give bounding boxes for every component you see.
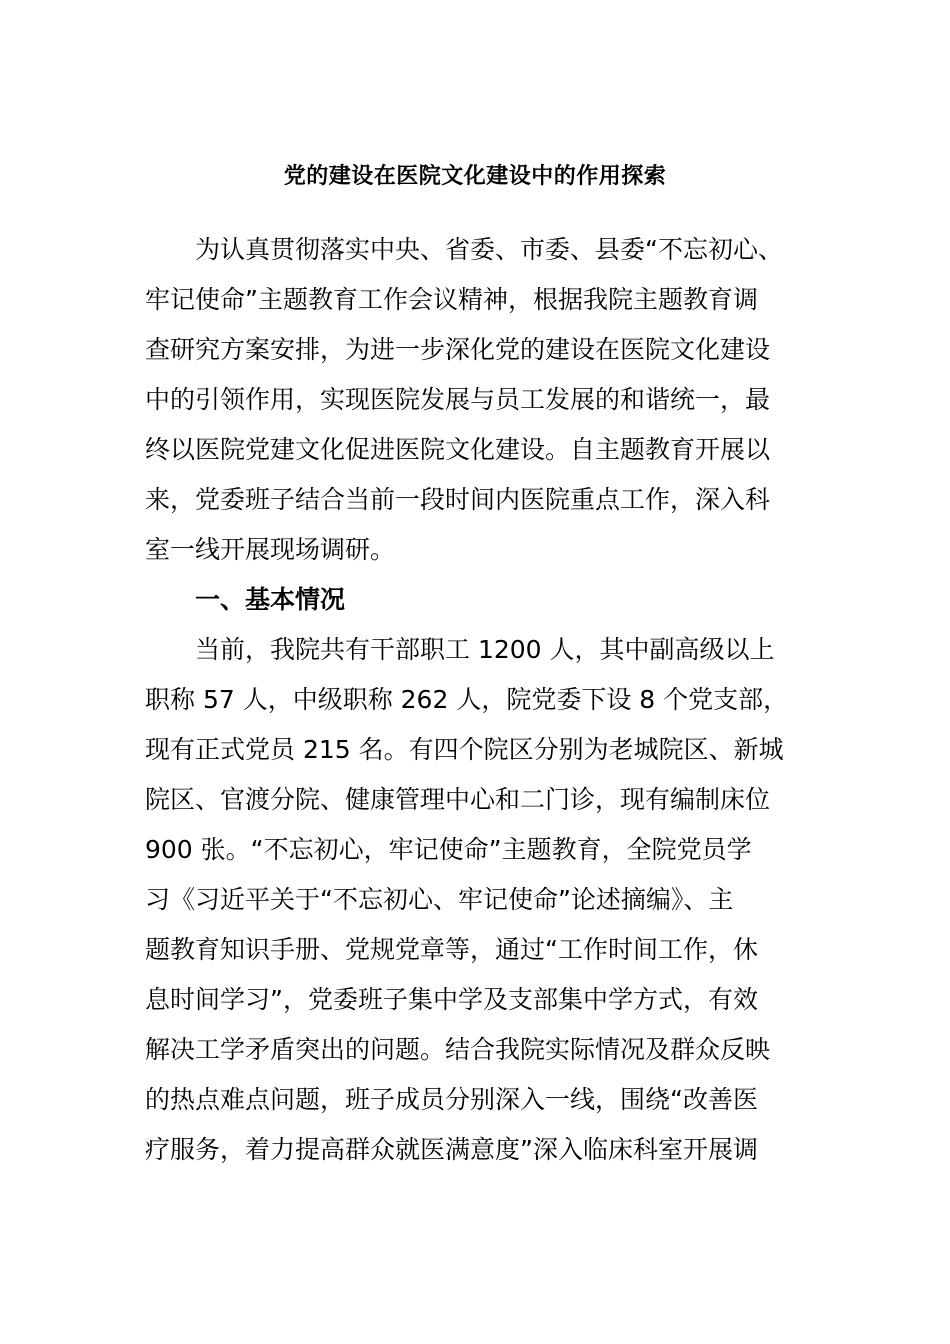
paragraph-2-line-7: 题教育知识手册、党规党章等，通过“工作时间工作，休 [145,935,758,964]
paragraph-1-line-3: 查研究方案安排，为进一步深化党的建设在医院文化建设 [145,335,771,364]
paragraph-2-line-9: 解决工学矛盾突出的问题。结合我院实际情况及群众反映 [145,1035,771,1064]
paragraph-1-line-6: 来，党委班子结合当前一段时间内医院重点工作，深入科 [145,485,771,514]
paragraph-2-line-11: 疗服务，着力提高群众就医满意度”深入临床科室开展调 [145,1135,758,1164]
paragraph-1-line-4: 中的引领作用，实现医院发展与员工发展的和谐统一，最 [145,385,771,414]
paragraph-2-line-6: 习《习近平关于“不忘初心、牢记使命”论述摘编》、主 [145,885,734,914]
paragraph-2-line-4: 院区、官渡分院、健康管理中心和二门诊，现有编制床位 [145,785,771,814]
paragraph-2-line-2: 职称 57 人，中级职称 262 人，院党委下设 8 个党支部， [145,685,789,714]
section-heading: 一、基本情况 [195,585,346,614]
paragraph-1-line-7: 室一线开展现场调研。 [145,535,396,564]
paragraph-2-line-10: 的热点难点问题，班子成员分别深入一线，围绕“改善医 [145,1085,758,1114]
paragraph-1-line-5: 终以医院党建文化促进医院文化建设。自主题教育开展以 [145,435,771,464]
document-title: 党的建设在医院文化建设中的作用探索 [283,164,667,189]
paragraph-1-line-1: 为认真贯彻落实中央、省委、市委、县委“不忘初心、 [195,235,783,264]
paragraph-1-line-2: 牢记使命”主题教育工作会议精神，根据我院主题教育调 [145,285,758,314]
paragraph-2-line-1: 当前，我院共有干部职工 1200 人，其中副高级以上 [195,635,775,664]
paragraph-2-line-3: 现有正式党员 215 名。有四个院区分别为老城院区、新城 [145,735,784,764]
paragraph-2-line-8: 息时间学习”，党委班子集中学及支部集中学方式，有效 [145,985,758,1014]
paragraph-2-line-5: 900 张。“不忘初心，牢记使命”主题教育，全院党员学 [145,835,752,864]
